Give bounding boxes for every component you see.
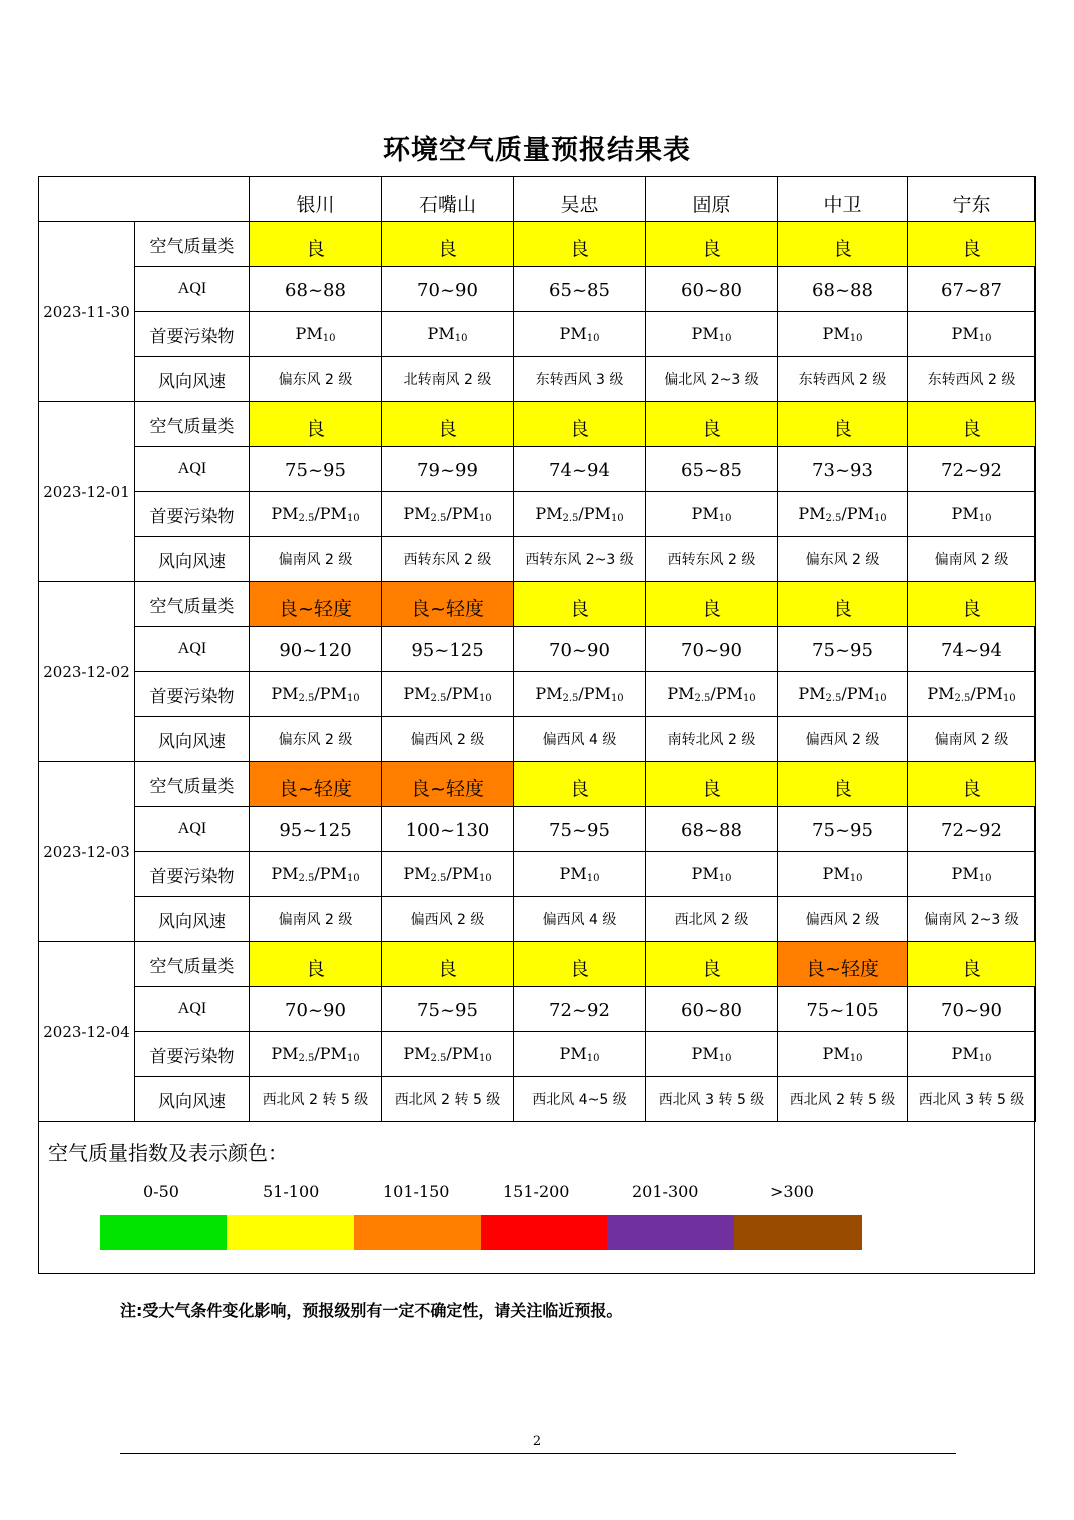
category-cell: 良 [646, 942, 778, 987]
wind-cell: 西转东风 2 级 [382, 537, 514, 582]
wind-cell: 南转北风 2 级 [646, 717, 778, 762]
legend-label: 201-300 [632, 1182, 699, 1201]
table-row [39, 1077, 1036, 1122]
wind-cell: 东转西风 2 级 [778, 357, 908, 402]
wind-cell: 西北风 4~5 级 [514, 1077, 646, 1122]
table-row [39, 672, 1036, 717]
category-cell: 良 [646, 222, 778, 267]
row-label-aqi: AQI [135, 627, 250, 672]
table-row [39, 807, 1036, 852]
pollutant-cell: $PM_{10}$ [646, 492, 778, 537]
table-row [39, 492, 1036, 537]
wind-cell: 西北风 2 级 [646, 897, 778, 942]
pollutant-cell: $PM_{2.5}/PM_{10}$ [382, 852, 514, 897]
row-label-wind: 风向风速 [135, 1077, 250, 1122]
legend-label: 0-50 [143, 1182, 179, 1201]
pollutant-cell: $PM_{10}$ [646, 852, 778, 897]
table-row [39, 312, 1036, 357]
pollutant-cell: $PM_{10}$ [514, 312, 646, 357]
pollutant-cell: $PM_{2.5}/PM_{10}$ [514, 492, 646, 537]
pollutant-cell: $PM_{10}$ [778, 852, 908, 897]
wind-cell: 西北风 2 转 5 级 [250, 1077, 382, 1122]
row-label-aqi: AQI [135, 807, 250, 852]
category-cell: 良 [250, 942, 382, 987]
legend-color-swatch [100, 1215, 227, 1250]
row-label-category: 空气质量类 [135, 222, 250, 267]
city-header: 吴忠 [514, 177, 646, 222]
category-cell: 良 [382, 222, 514, 267]
category-cell: 良 [250, 402, 382, 447]
legend-color-swatch [481, 1215, 608, 1250]
category-cell: 良 [908, 402, 1036, 447]
aqi-cell: 70~90 [250, 987, 382, 1032]
table-row [39, 762, 1036, 807]
wind-cell: 偏南风 2~3 级 [908, 897, 1036, 942]
wind-cell: 偏东风 2 级 [250, 717, 382, 762]
wind-cell: 偏西风 2 级 [382, 897, 514, 942]
pollutant-cell: $PM_{2.5}/PM_{10}$ [250, 852, 382, 897]
pollutant-cell: $PM_{2.5}/PM_{10}$ [514, 672, 646, 717]
wind-cell: 西转东风 2~3 级 [514, 537, 646, 582]
category-cell: 良 [908, 762, 1036, 807]
category-cell: 良 [382, 942, 514, 987]
wind-cell: 北转南风 2 级 [382, 357, 514, 402]
aqi-cell: 72~92 [908, 807, 1036, 852]
pollutant-cell: $PM_{2.5}/PM_{10}$ [382, 672, 514, 717]
wind-cell: 西北风 2 转 5 级 [382, 1077, 514, 1122]
row-label-category: 空气质量类 [135, 762, 250, 807]
aqi-cell: 67~87 [908, 267, 1036, 312]
category-cell: 良 [778, 762, 908, 807]
pollutant-cell: $PM_{10}$ [646, 1032, 778, 1077]
aqi-cell: 75~95 [382, 987, 514, 1032]
table-row [39, 627, 1036, 672]
footer-line [120, 1453, 956, 1454]
table-row [39, 852, 1036, 897]
table-row [39, 1032, 1036, 1077]
wind-cell: 偏东风 2 级 [250, 357, 382, 402]
row-label-wind: 风向风速 [135, 897, 250, 942]
table-row [39, 942, 1036, 987]
category-cell: 良 [250, 222, 382, 267]
aqi-cell: 70~90 [908, 987, 1036, 1032]
aqi-cell: 74~94 [514, 447, 646, 492]
wind-cell: 西北风 3 转 5 级 [646, 1077, 778, 1122]
category-cell: 良 [514, 942, 646, 987]
wind-cell: 西北风 2 转 5 级 [778, 1077, 908, 1122]
aqi-cell: 72~92 [908, 447, 1036, 492]
category-cell: 良~轻度 [250, 762, 382, 807]
aqi-cell: 68~88 [778, 267, 908, 312]
wind-cell: 东转西风 3 级 [514, 357, 646, 402]
pollutant-cell: $PM_{10}$ [382, 312, 514, 357]
aqi-cell: 79~99 [382, 447, 514, 492]
legend-color-swatch [734, 1215, 862, 1250]
pollutant-cell: $PM_{10}$ [250, 312, 382, 357]
category-cell: 良~轻度 [382, 762, 514, 807]
city-header: 石嘴山 [382, 177, 514, 222]
wind-cell: 偏南风 2 级 [250, 897, 382, 942]
table-row [39, 402, 1036, 447]
row-label-category: 空气质量类 [135, 942, 250, 987]
wind-cell: 偏西风 4 级 [514, 897, 646, 942]
row-label-pollutant: 首要污染物 [135, 1032, 250, 1077]
table-row [39, 582, 1036, 627]
table-row [39, 537, 1036, 582]
table-row [39, 267, 1036, 312]
wind-cell: 西转东风 2 级 [646, 537, 778, 582]
row-label-aqi: AQI [135, 447, 250, 492]
table-row [39, 357, 1036, 402]
aqi-cell: 70~90 [382, 267, 514, 312]
aqi-cell: 70~90 [514, 627, 646, 672]
wind-cell: 偏西风 2 级 [382, 717, 514, 762]
category-cell: 良 [908, 942, 1036, 987]
wind-cell: 东转西风 2 级 [908, 357, 1036, 402]
wind-cell: 偏西风 2 级 [778, 717, 908, 762]
row-label-pollutant: 首要污染物 [135, 852, 250, 897]
category-cell: 良 [778, 582, 908, 627]
pollutant-cell: $PM_{2.5}/PM_{10}$ [778, 672, 908, 717]
category-cell: 良 [646, 402, 778, 447]
header-row [39, 177, 1036, 222]
aqi-cell: 75~95 [778, 807, 908, 852]
category-cell: 良 [514, 402, 646, 447]
aqi-cell: 65~85 [646, 447, 778, 492]
legend-title: 空气质量指数及表示颜色： [48, 1141, 288, 1165]
forecast-date: 2023-12-01 [39, 402, 135, 582]
row-label-category: 空气质量类 [135, 582, 250, 627]
table-row [39, 447, 1036, 492]
forecast-date: 2023-12-04 [39, 942, 135, 1122]
aqi-cell: 75~95 [514, 807, 646, 852]
aqi-cell: 70~90 [646, 627, 778, 672]
row-label-wind: 风向风速 [135, 537, 250, 582]
aqi-cell: 60~80 [646, 267, 778, 312]
wind-cell: 偏南风 2 级 [908, 717, 1036, 762]
category-cell: 良 [382, 402, 514, 447]
page-number: 2 [532, 1434, 542, 1449]
wind-cell: 偏西风 4 级 [514, 717, 646, 762]
wind-cell: 偏北风 2~3 级 [646, 357, 778, 402]
pollutant-cell: $PM_{10}$ [908, 852, 1036, 897]
category-cell: 良 [646, 762, 778, 807]
pollutant-cell: $PM_{2.5}/PM_{10}$ [382, 492, 514, 537]
wind-cell: 偏西风 2 级 [778, 897, 908, 942]
aqi-cell: 73~93 [778, 447, 908, 492]
category-cell: 良~轻度 [778, 942, 908, 987]
aqi-cell: 75~95 [778, 627, 908, 672]
row-label-aqi: AQI [135, 267, 250, 312]
row-label-wind: 风向风速 [135, 717, 250, 762]
row-label-pollutant: 首要污染物 [135, 312, 250, 357]
table-row [39, 987, 1036, 1032]
pollutant-cell: $PM_{10}$ [908, 312, 1036, 357]
aqi-cell: 72~92 [514, 987, 646, 1032]
legend-label: >300 [770, 1182, 814, 1201]
table-row [39, 897, 1036, 942]
forecast-note: 注:受大气条件变化影响，预报级别有一定不确定性，请关注临近预报。 [120, 1301, 623, 1320]
page-title: 环境空气质量预报结果表 [383, 135, 691, 166]
forecast-date: 2023-11-30 [39, 222, 135, 402]
aqi-cell: 95~125 [250, 807, 382, 852]
category-cell: 良 [514, 582, 646, 627]
category-cell: 良~轻度 [382, 582, 514, 627]
category-cell: 良 [908, 582, 1036, 627]
category-cell: 良 [514, 222, 646, 267]
category-cell: 良 [514, 762, 646, 807]
forecast-date: 2023-12-02 [39, 582, 135, 762]
legend-color-swatch [354, 1215, 481, 1250]
pollutant-cell: $PM_{10}$ [908, 492, 1036, 537]
legend-color-swatch [607, 1215, 734, 1250]
aqi-cell: 75~105 [778, 987, 908, 1032]
city-header: 固原 [646, 177, 778, 222]
pollutant-cell: $PM_{2.5}/PM_{10}$ [646, 672, 778, 717]
aqi-cell: 74~94 [908, 627, 1036, 672]
aqi-cell: 68~88 [646, 807, 778, 852]
table-row [39, 717, 1036, 762]
pollutant-cell: $PM_{2.5}/PM_{10}$ [382, 1032, 514, 1077]
legend-label: 101-150 [383, 1182, 450, 1201]
legend-label: 51-100 [263, 1182, 320, 1201]
aqi-cell: 90~120 [250, 627, 382, 672]
pollutant-cell: $PM_{2.5}/PM_{10}$ [250, 672, 382, 717]
table-row [39, 222, 1036, 267]
pollutant-cell: $PM_{2.5}/PM_{10}$ [778, 492, 908, 537]
aqi-cell: 65~85 [514, 267, 646, 312]
row-label-category: 空气质量类 [135, 402, 250, 447]
pollutant-cell: $PM_{2.5}/PM_{10}$ [250, 492, 382, 537]
city-header: 宁东 [908, 177, 1036, 222]
aqi-cell: 60~80 [646, 987, 778, 1032]
pollutant-cell: $PM_{10}$ [646, 312, 778, 357]
aqi-cell: 68~88 [250, 267, 382, 312]
pollutant-cell: $PM_{2.5}/PM_{10}$ [250, 1032, 382, 1077]
forecast-date: 2023-12-03 [39, 762, 135, 942]
wind-cell: 偏南风 2 级 [908, 537, 1036, 582]
row-label-wind: 风向风速 [135, 357, 250, 402]
forecast-table [38, 176, 1036, 1122]
aqi-cell: 95~125 [382, 627, 514, 672]
row-label-pollutant: 首要污染物 [135, 492, 250, 537]
category-cell: 良~轻度 [250, 582, 382, 627]
pollutant-cell: $PM_{10}$ [778, 1032, 908, 1077]
pollutant-cell: $PM_{2.5}/PM_{10}$ [908, 672, 1036, 717]
category-cell: 良 [778, 402, 908, 447]
pollutant-cell: $PM_{10}$ [514, 852, 646, 897]
category-cell: 良 [908, 222, 1036, 267]
wind-cell: 偏东风 2 级 [778, 537, 908, 582]
category-cell: 良 [646, 582, 778, 627]
pollutant-cell: $PM_{10}$ [514, 1032, 646, 1077]
pollutant-cell: $PM_{10}$ [908, 1032, 1036, 1077]
header-corner-cell [39, 177, 250, 222]
row-label-aqi: AQI [135, 987, 250, 1032]
table-body [39, 177, 1036, 1122]
city-header: 中卫 [778, 177, 908, 222]
row-label-pollutant: 首要污染物 [135, 672, 250, 717]
city-header: 银川 [250, 177, 382, 222]
legend-label: 151-200 [503, 1182, 570, 1201]
aqi-cell: 100~130 [382, 807, 514, 852]
category-cell: 良 [778, 222, 908, 267]
wind-cell: 偏南风 2 级 [250, 537, 382, 582]
legend-color-swatch [227, 1215, 354, 1250]
aqi-cell: 75~95 [250, 447, 382, 492]
pollutant-cell: $PM_{10}$ [778, 312, 908, 357]
wind-cell: 西北风 3 转 5 级 [908, 1077, 1036, 1122]
